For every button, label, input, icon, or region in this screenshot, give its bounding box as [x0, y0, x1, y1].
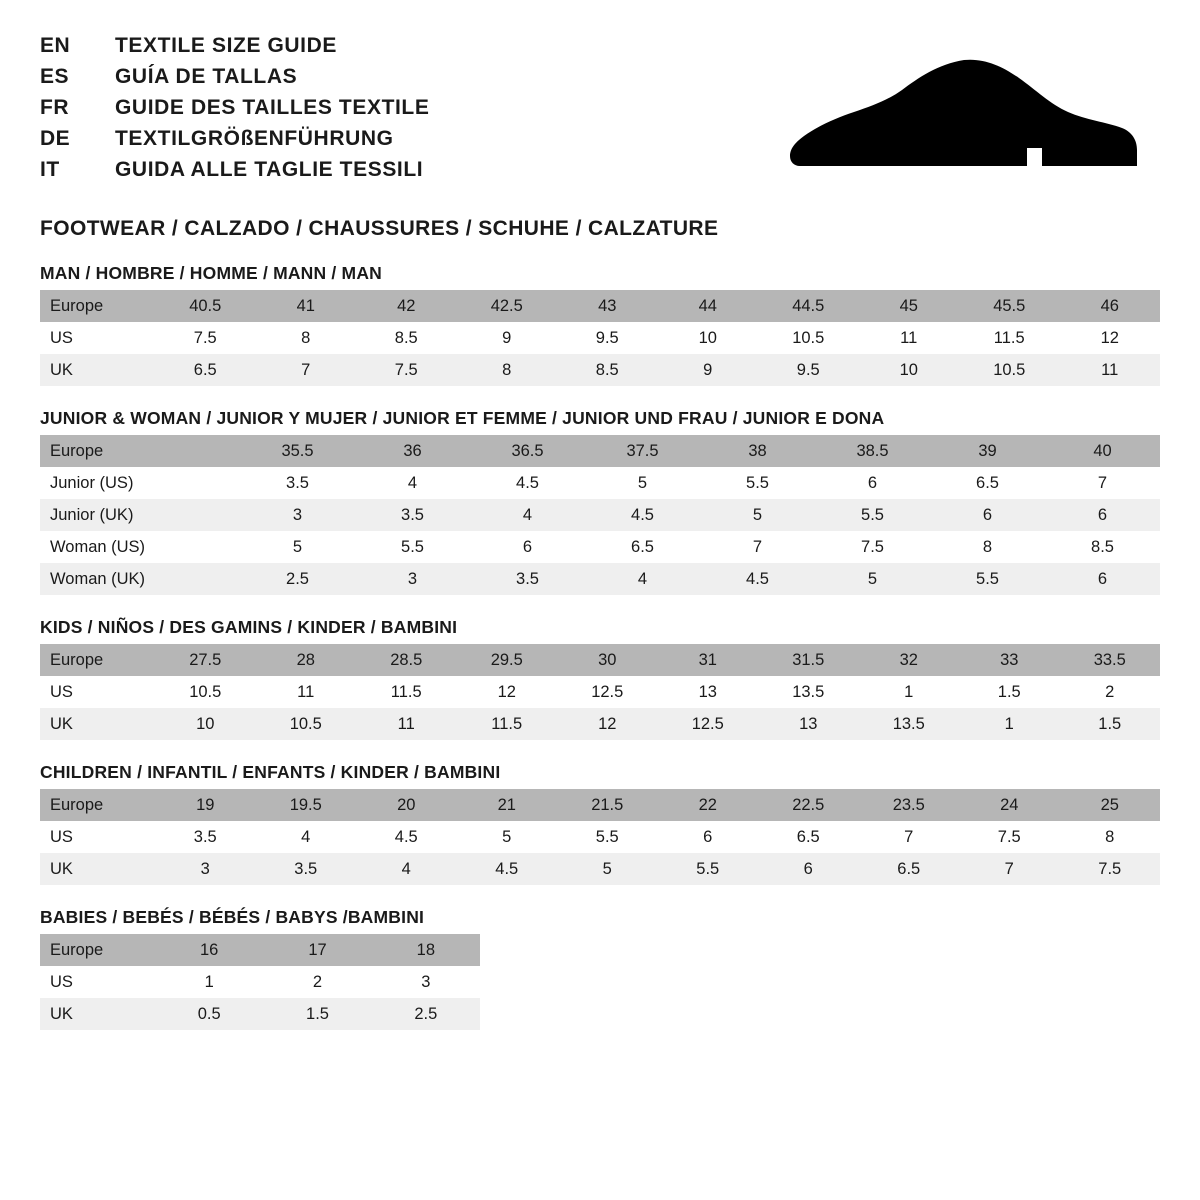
- language-code: ES: [40, 65, 70, 88]
- cell: 3.5: [355, 499, 470, 531]
- cell: 10.5: [959, 354, 1060, 386]
- cell: 5: [815, 563, 930, 595]
- cell: 6: [658, 821, 759, 853]
- cell: 3.5: [256, 853, 357, 885]
- cell: 44: [658, 290, 759, 322]
- cell: 40: [1045, 435, 1160, 467]
- section-title: BABIES / BEBÉS / BÉBÉS / BABYS /BAMBINI: [40, 907, 425, 927]
- cell: 11.5: [356, 676, 457, 708]
- cell: 4.5: [585, 499, 700, 531]
- cell: 1.5: [959, 676, 1060, 708]
- cell: 12.5: [658, 708, 759, 740]
- cell: 6.5: [859, 853, 960, 885]
- section-kids: [40, 617, 1160, 740]
- cell: 45: [859, 290, 960, 322]
- cell: 11: [859, 322, 960, 354]
- cell: 24: [959, 789, 1060, 821]
- language-row: [40, 96, 429, 127]
- cell: 18: [372, 934, 480, 966]
- cell: 5: [585, 467, 700, 499]
- cell: 7.5: [356, 354, 457, 386]
- cell: 2: [1060, 676, 1161, 708]
- cell: 8.5: [356, 322, 457, 354]
- table-row: [40, 853, 1160, 885]
- table-row: [40, 966, 480, 998]
- cell: 3.5: [155, 821, 256, 853]
- cell: 4: [585, 563, 700, 595]
- cell: 9.5: [758, 354, 859, 386]
- language-row: [40, 158, 429, 189]
- table-row: [40, 998, 480, 1030]
- cell: 30: [557, 644, 658, 676]
- cell: 4.5: [700, 563, 815, 595]
- cell: 12.5: [557, 676, 658, 708]
- size-table-kids: [40, 644, 1160, 740]
- cell: 46: [1060, 290, 1161, 322]
- cell: 40.5: [155, 290, 256, 322]
- cell: 13: [758, 708, 859, 740]
- dress-shoe-icon: [788, 56, 1138, 191]
- cell: 42.5: [457, 290, 558, 322]
- language-title: GUIDE DES TAILLES TEXTILE: [115, 96, 430, 119]
- cell: 11: [1060, 354, 1161, 386]
- cell: 11.5: [959, 322, 1060, 354]
- cell: 5.5: [355, 531, 470, 563]
- cell: 35.5: [240, 435, 355, 467]
- cell: 10: [658, 322, 759, 354]
- row-label: UK: [40, 998, 155, 1030]
- row-label: Woman (UK): [40, 563, 240, 595]
- size-table-junior-woman: [40, 435, 1160, 595]
- table-row: [40, 563, 1160, 595]
- cell: 11.5: [457, 708, 558, 740]
- cell: 22: [658, 789, 759, 821]
- cell: 21.5: [557, 789, 658, 821]
- cell: 5.5: [557, 821, 658, 853]
- language-code: EN: [40, 34, 71, 57]
- cell: 6.5: [155, 354, 256, 386]
- cell: 10.5: [256, 708, 357, 740]
- cell: 13: [658, 676, 759, 708]
- language-title-list: [40, 34, 429, 189]
- cell: 8: [457, 354, 558, 386]
- cell: 4.5: [470, 467, 585, 499]
- cell: 12: [457, 676, 558, 708]
- cell: 25: [1060, 789, 1161, 821]
- cell: 6.5: [585, 531, 700, 563]
- cell: 33.5: [1060, 644, 1161, 676]
- cell: 9: [658, 354, 759, 386]
- row-label: US: [40, 821, 155, 853]
- cell: 1: [959, 708, 1060, 740]
- row-label: Junior (US): [40, 467, 240, 499]
- language-title: GUIDA ALLE TAGLIE TESSILI: [115, 158, 424, 181]
- row-label: Europe: [40, 934, 155, 966]
- cell: 17: [263, 934, 371, 966]
- cell: 6: [815, 467, 930, 499]
- cell: 6: [470, 531, 585, 563]
- row-label: US: [40, 322, 155, 354]
- cell: 8: [930, 531, 1045, 563]
- footwear-category-label: FOOTWEAR / CALZADO / CHAUSSURES / SCHUHE / CALZATURE: [40, 217, 719, 240]
- row-label: US: [40, 966, 155, 998]
- cell: 10.5: [155, 676, 256, 708]
- cell: 12: [1060, 322, 1161, 354]
- cell: 19.5: [256, 789, 357, 821]
- table-row: [40, 644, 1160, 676]
- cell: 5.5: [700, 467, 815, 499]
- cell: 7.5: [959, 821, 1060, 853]
- cell: 10: [155, 708, 256, 740]
- cell: 43: [557, 290, 658, 322]
- cell: 3.5: [470, 563, 585, 595]
- size-table-children: [40, 789, 1160, 885]
- cell: 13.5: [859, 708, 960, 740]
- cell: 8: [256, 322, 357, 354]
- section-children: [40, 762, 1160, 885]
- cell: 38.5: [815, 435, 930, 467]
- section-babies: [40, 907, 1160, 1030]
- cell: 3: [155, 853, 256, 885]
- cell: 7: [700, 531, 815, 563]
- cell: 12: [557, 708, 658, 740]
- cell: 7: [1045, 467, 1160, 499]
- row-label: Woman (US): [40, 531, 240, 563]
- table-row: [40, 322, 1160, 354]
- language-code: DE: [40, 127, 71, 150]
- cell: 9: [457, 322, 558, 354]
- cell: 36.5: [470, 435, 585, 467]
- size-table-man: [40, 290, 1160, 386]
- cell: 1.5: [263, 998, 371, 1030]
- table-row: [40, 708, 1160, 740]
- row-label: Europe: [40, 290, 155, 322]
- cell: 4.5: [457, 853, 558, 885]
- cell: 16: [155, 934, 263, 966]
- cell: 41: [256, 290, 357, 322]
- cell: 5: [240, 531, 355, 563]
- cell: 3: [372, 966, 480, 998]
- language-row: [40, 34, 429, 65]
- table-row: [40, 499, 1160, 531]
- cell: 38: [700, 435, 815, 467]
- cell: 8.5: [1045, 531, 1160, 563]
- table-row: [40, 354, 1160, 386]
- row-label: Junior (UK): [40, 499, 240, 531]
- table-row: [40, 531, 1160, 563]
- cell: 2.5: [372, 998, 480, 1030]
- cell: 31: [658, 644, 759, 676]
- cell: 7: [959, 853, 1060, 885]
- cell: 2: [263, 966, 371, 998]
- row-label: UK: [40, 708, 155, 740]
- section-man: [40, 263, 1160, 386]
- language-row: [40, 65, 429, 96]
- cell: 37.5: [585, 435, 700, 467]
- row-label: Europe: [40, 789, 155, 821]
- language-code: FR: [40, 96, 69, 119]
- language-title: TEXTILE SIZE GUIDE: [115, 34, 337, 57]
- cell: 29.5: [457, 644, 558, 676]
- page-header: [40, 34, 1160, 191]
- cell: 27.5: [155, 644, 256, 676]
- cell: 7: [859, 821, 960, 853]
- cell: 5: [700, 499, 815, 531]
- cell: 6: [930, 499, 1045, 531]
- cell: 0.5: [155, 998, 263, 1030]
- cell: 3: [240, 499, 355, 531]
- cell: 28: [256, 644, 357, 676]
- table-row: [40, 290, 1160, 322]
- table-row: [40, 821, 1160, 853]
- cell: 6: [758, 853, 859, 885]
- cell: 4.5: [356, 821, 457, 853]
- language-title: GUÍA DE TALLAS: [115, 65, 298, 88]
- cell: 10: [859, 354, 960, 386]
- cell: 32: [859, 644, 960, 676]
- row-label: UK: [40, 853, 155, 885]
- cell: 5.5: [658, 853, 759, 885]
- cell: 21: [457, 789, 558, 821]
- cell: 11: [356, 708, 457, 740]
- row-label: UK: [40, 354, 155, 386]
- table-row: [40, 934, 480, 966]
- cell: 6.5: [930, 467, 1045, 499]
- cell: 44.5: [758, 290, 859, 322]
- cell: 6.5: [758, 821, 859, 853]
- cell: 10.5: [758, 322, 859, 354]
- cell: 5.5: [815, 499, 930, 531]
- cell: 7.5: [815, 531, 930, 563]
- table-row: [40, 435, 1160, 467]
- language-row: [40, 127, 429, 158]
- cell: 28.5: [356, 644, 457, 676]
- section-title: MAN / HOMBRE / HOMME / MANN / MAN: [40, 263, 382, 283]
- cell: 13.5: [758, 676, 859, 708]
- section-title: KIDS / NIÑOS / DES GAMINS / KINDER / BAMBINI: [40, 617, 458, 637]
- section-junior-woman: [40, 408, 1160, 595]
- language-title: TEXTILGRÖßENFÜHRUNG: [115, 127, 394, 150]
- cell: 4: [470, 499, 585, 531]
- cell: 3: [355, 563, 470, 595]
- cell: 45.5: [959, 290, 1060, 322]
- cell: 20: [356, 789, 457, 821]
- row-label: US: [40, 676, 155, 708]
- cell: 7.5: [1060, 853, 1161, 885]
- cell: 6: [1045, 563, 1160, 595]
- language-code: IT: [40, 158, 60, 181]
- cell: 5: [457, 821, 558, 853]
- cell: 19: [155, 789, 256, 821]
- cell: 4: [356, 853, 457, 885]
- size-table-babies: [40, 934, 480, 1030]
- cell: 1: [859, 676, 960, 708]
- section-title: CHILDREN / INFANTIL / ENFANTS / KINDER / BAMBINI: [40, 762, 501, 782]
- cell: 4: [355, 467, 470, 499]
- table-row: [40, 789, 1160, 821]
- cell: 3.5: [240, 467, 355, 499]
- cell: 42: [356, 290, 457, 322]
- cell: 8.5: [557, 354, 658, 386]
- cell: 7.5: [155, 322, 256, 354]
- cell: 39: [930, 435, 1045, 467]
- cell: 6: [1045, 499, 1160, 531]
- cell: 1.5: [1060, 708, 1161, 740]
- table-row: [40, 467, 1160, 499]
- cell: 9.5: [557, 322, 658, 354]
- cell: 23.5: [859, 789, 960, 821]
- row-label: Europe: [40, 435, 240, 467]
- cell: 4: [256, 821, 357, 853]
- cell: 11: [256, 676, 357, 708]
- section-title: JUNIOR & WOMAN / JUNIOR Y MUJER / JUNIOR ET FEMME / JUNIOR UND FRAU / JUNIOR E DONA: [40, 408, 885, 428]
- row-label: Europe: [40, 644, 155, 676]
- cell: 2.5: [240, 563, 355, 595]
- cell: 31.5: [758, 644, 859, 676]
- cell: 33: [959, 644, 1060, 676]
- cell: 7: [256, 354, 357, 386]
- cell: 5.5: [930, 563, 1045, 595]
- cell: 1: [155, 966, 263, 998]
- cell: 5: [557, 853, 658, 885]
- cell: 22.5: [758, 789, 859, 821]
- table-row: [40, 676, 1160, 708]
- cell: 36: [355, 435, 470, 467]
- cell: 8: [1060, 821, 1161, 853]
